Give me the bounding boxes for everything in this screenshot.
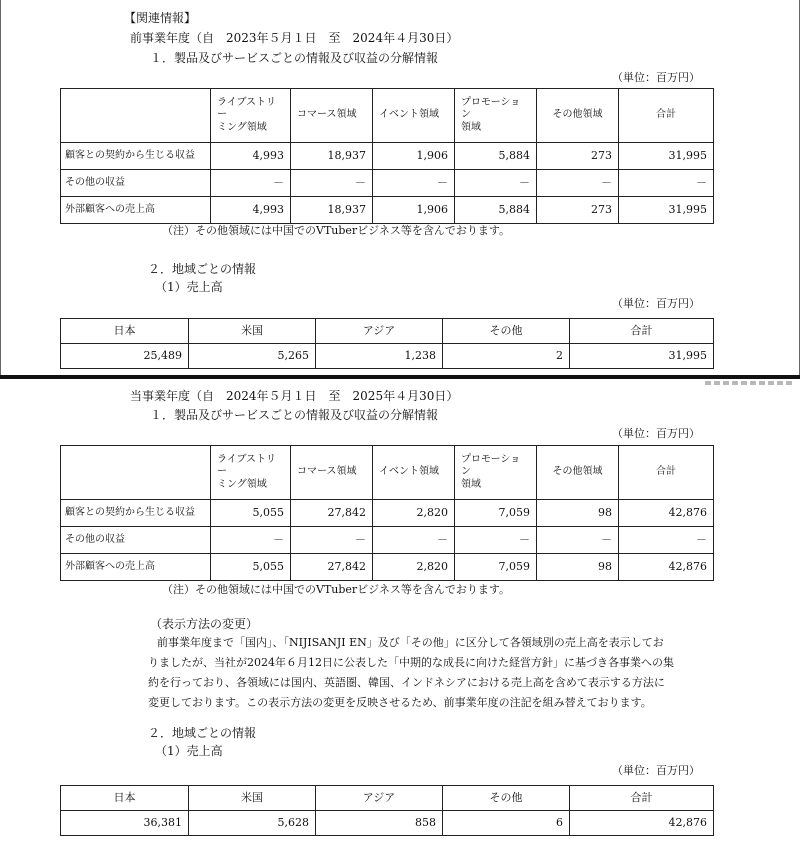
row-label: その他の収益 xyxy=(61,527,211,554)
display-change-line: りましたが、当社が2024年６月12日に公表した「中期的な成長に向けた経営方針」に基づき各事業への集 xyxy=(148,656,674,669)
corner-cell xyxy=(61,446,211,500)
prev-region-table xyxy=(60,318,714,369)
cell: 25,489 xyxy=(61,344,189,369)
cell: 5,628 xyxy=(189,811,316,836)
curr-section1-title: １．製品及びサービスごとの情報及び収益の分解情報 xyxy=(150,408,439,422)
prev-segment-table xyxy=(60,88,714,224)
display-change-line: 約を行っており、各領域には国内、英語圏、韓国、インドネシアにおける売上高を含めて表示する方法に xyxy=(148,676,665,689)
cell: － xyxy=(211,170,291,197)
col-header-us: 米国 xyxy=(189,786,316,811)
col-header-us: 米国 xyxy=(189,319,316,344)
col-header-other: その他領域 xyxy=(537,446,619,500)
table-row xyxy=(61,344,714,369)
page-separator xyxy=(0,375,800,379)
cell: － xyxy=(537,170,619,197)
prev-unit: （単位：百万円） xyxy=(612,71,700,84)
row-label: 外部顧客への売上高 xyxy=(61,197,211,224)
cell: 36,381 xyxy=(61,811,189,836)
cell: 5,055 xyxy=(211,554,291,581)
cell: 1,906 xyxy=(373,197,455,224)
display-change-line: 前事業年度まで「国内」、「NIJISANJI EN」及び「その他」に区分して各領域別の売上高を表示してお xyxy=(157,636,664,649)
prev-sales-subtitle: （1）売上高 xyxy=(155,280,223,294)
row-label: 外部顧客への売上高 xyxy=(61,554,211,581)
display-change-line: 変更しております。この表示方法の変更を反映させるため、前事業年度の注記を組み替えております。 xyxy=(148,696,652,709)
curr-unit: （単位：百万円） xyxy=(612,427,700,440)
table-header-row xyxy=(61,89,714,143)
row-label: その他の収益 xyxy=(61,170,211,197)
cell: － xyxy=(211,527,291,554)
col-header-total: 合計 xyxy=(570,786,714,811)
curr-sales-subtitle: （1）売上高 xyxy=(155,744,223,758)
col-header-commerce: コマース領域 xyxy=(291,89,373,143)
cell: 6 xyxy=(443,811,570,836)
col-header-promotion: プロモーション 領域 xyxy=(455,89,537,143)
cell: － xyxy=(291,170,373,197)
table-header-row xyxy=(61,446,714,500)
cell: 27,842 xyxy=(291,500,373,527)
col-header-total: 合計 xyxy=(619,89,714,143)
cell: 27,842 xyxy=(291,554,373,581)
cell: 4,993 xyxy=(211,143,291,170)
cell: 2 xyxy=(443,344,570,369)
col-header-asia: アジア xyxy=(316,786,443,811)
cell: 4,993 xyxy=(211,197,291,224)
cell: 1,238 xyxy=(316,344,443,369)
cell: 5,884 xyxy=(455,143,537,170)
cell: 858 xyxy=(316,811,443,836)
curr-segment-table xyxy=(60,445,714,581)
prev-section1-title: １．製品及びサービスごとの情報及び収益の分解情報 xyxy=(150,51,439,65)
col-header-other: その他 xyxy=(443,786,570,811)
cell: 98 xyxy=(537,554,619,581)
display-change-title: （表示方法の変更） xyxy=(150,617,259,631)
cell: 2,820 xyxy=(373,500,455,527)
prev-period: 前事業年度（自 2023年５月１日 至 2024年４月30日） xyxy=(130,31,459,45)
table-row xyxy=(61,143,714,170)
cell: 18,937 xyxy=(291,197,373,224)
cell: 273 xyxy=(537,197,619,224)
curr-unit2: （単位：百万円） xyxy=(612,764,700,777)
related-info-heading: 【関連情報】 xyxy=(124,11,197,25)
cell: 1,906 xyxy=(373,143,455,170)
col-header-total: 合計 xyxy=(619,446,714,500)
prev-unit2: （単位：百万円） xyxy=(612,297,700,310)
cell: 31,995 xyxy=(570,344,714,369)
cell: － xyxy=(373,170,455,197)
col-header-event: イベント領域 xyxy=(373,446,455,500)
row-label: 顧客との契約から生じる収益 xyxy=(61,143,211,170)
cell: 273 xyxy=(537,143,619,170)
cell: 42,876 xyxy=(619,500,714,527)
curr-period: 当事業年度（自 2024年５月１日 至 2025年４月30日） xyxy=(130,389,459,403)
prev-note: （注）その他領域には中国でのVTuberビジネス等を含んでおります。 xyxy=(162,224,510,237)
cell: 7,059 xyxy=(455,554,537,581)
col-header-japan: 日本 xyxy=(61,319,189,344)
col-header-commerce: コマース領域 xyxy=(291,446,373,500)
cell: － xyxy=(291,527,373,554)
table-row xyxy=(61,811,714,836)
col-header-event: イベント領域 xyxy=(373,89,455,143)
cell: 2,820 xyxy=(373,554,455,581)
table-row xyxy=(61,197,714,224)
cell: 18,937 xyxy=(291,143,373,170)
cell: 31,995 xyxy=(619,143,714,170)
table-header-row xyxy=(61,786,714,811)
col-header-other: その他領域 xyxy=(537,89,619,143)
cell: 5,265 xyxy=(189,344,316,369)
cell: － xyxy=(619,170,714,197)
col-header-livestreaming: ライブストリー ミング領域 xyxy=(211,89,291,143)
cell: 5,055 xyxy=(211,500,291,527)
cell: 42,876 xyxy=(570,811,714,836)
col-header-other: その他 xyxy=(443,319,570,344)
prev-section2-title: ２．地域ごとの情報 xyxy=(148,262,257,276)
col-header-asia: アジア xyxy=(316,319,443,344)
cell: － xyxy=(455,527,537,554)
curr-section2-title: ２．地域ごとの情報 xyxy=(148,726,257,740)
cell: 31,995 xyxy=(619,197,714,224)
corner-cell xyxy=(61,89,211,143)
cell: 5,884 xyxy=(455,197,537,224)
col-header-total: 合計 xyxy=(570,319,714,344)
curr-region-table xyxy=(60,785,714,836)
table-row xyxy=(61,527,714,554)
curr-note: （注）その他領域には中国でのVTuberビジネス等を含んでおります。 xyxy=(162,583,510,596)
scan-artifact xyxy=(705,381,795,385)
col-header-promotion: プロモーション 領域 xyxy=(455,446,537,500)
cell: 7,059 xyxy=(455,500,537,527)
row-label: 顧客との契約から生じる収益 xyxy=(61,500,211,527)
cell: － xyxy=(537,527,619,554)
cell: 98 xyxy=(537,500,619,527)
cell: 42,876 xyxy=(619,554,714,581)
cell: － xyxy=(455,170,537,197)
table-row xyxy=(61,500,714,527)
cell: － xyxy=(373,527,455,554)
cell: － xyxy=(619,527,714,554)
table-header-row xyxy=(61,319,714,344)
page-border-left xyxy=(0,0,1,378)
table-row xyxy=(61,554,714,581)
col-header-japan: 日本 xyxy=(61,786,189,811)
table-row xyxy=(61,170,714,197)
col-header-livestreaming: ライブストリー ミング領域 xyxy=(211,446,291,500)
